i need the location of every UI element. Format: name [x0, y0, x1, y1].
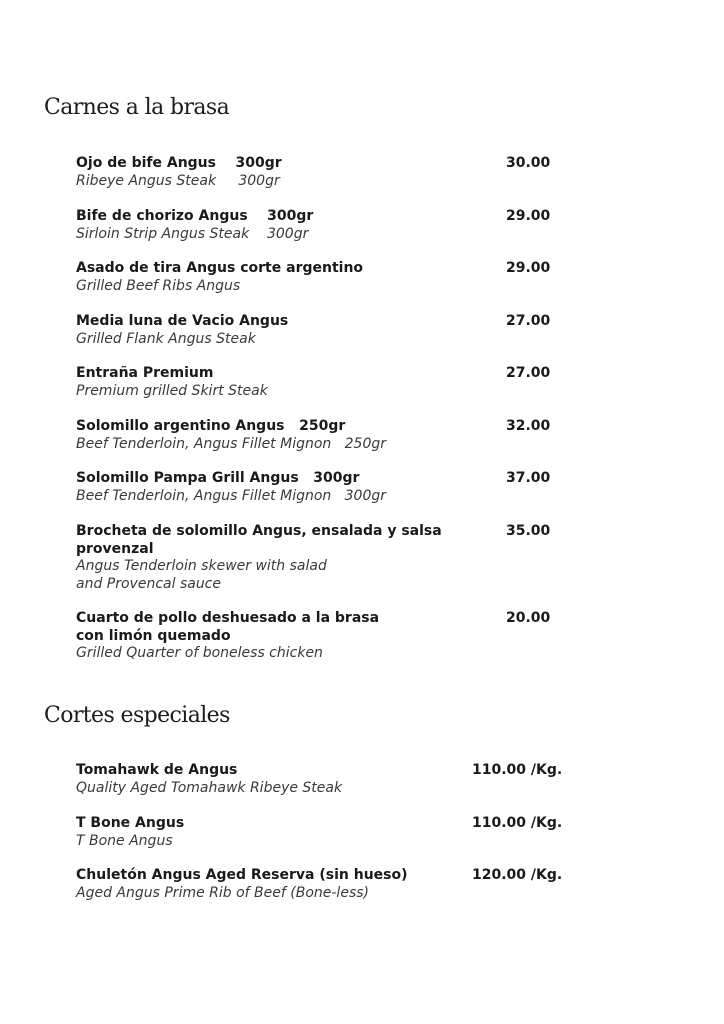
- item-description: Premium grilled Skirt Steak: [76, 382, 268, 399]
- item-description: Grilled Flank Angus Steak: [76, 330, 256, 347]
- item-price: 20.00: [506, 610, 551, 626]
- section-title-carnes: Carnes a la brasa: [44, 95, 230, 120]
- item-name: Solomillo argentino Angus 250gr: [76, 418, 346, 434]
- item-price: 27.00: [506, 365, 551, 381]
- item-price: 32.00: [506, 418, 551, 434]
- item-description: Ribeye Angus Steak 300gr: [76, 172, 280, 189]
- menu-item-t-bone: [76, 815, 676, 850]
- item-price: 29.00: [506, 260, 551, 276]
- item-description: Aged Angus Prime Rib of Beef (Bone-less): [76, 884, 369, 901]
- item-name: Solomillo Pampa Grill Angus 300gr: [76, 470, 360, 486]
- item-description: Angus Tenderloin skewer with salad and Provencal sauce: [76, 558, 327, 592]
- item-price: 30.00: [506, 155, 551, 171]
- item-name: T Bone Angus: [76, 815, 185, 831]
- item-name: Ojo de bife Angus 300gr: [76, 155, 282, 171]
- item-name: Media luna de Vacio Angus: [76, 313, 289, 329]
- item-price: 110.00 /Kg.: [472, 815, 563, 831]
- item-name: Entraña Premium: [76, 365, 214, 381]
- item-description: Beef Tenderloin, Angus Fillet Mignon 250gr: [76, 435, 387, 452]
- menu-item-solomillo-argentino: [76, 418, 676, 453]
- menu-item-cuarto-de-pollo: [76, 610, 676, 663]
- item-description: Sirloin Strip Angus Steak 300gr: [76, 225, 309, 242]
- menu-item-brocheta-solomillo: [76, 523, 676, 593]
- menu-item-asado-de-tira: [76, 260, 676, 295]
- menu-item-entrana-premium: [76, 365, 676, 400]
- item-description: T Bone Angus: [76, 832, 173, 849]
- item-price: 27.00: [506, 313, 551, 329]
- item-description: Grilled Quarter of boneless chicken: [76, 645, 323, 661]
- item-price: 120.00 /Kg.: [472, 867, 563, 883]
- item-price: 35.00: [506, 523, 551, 539]
- item-name: Chuletón Angus Aged Reserva (sin hueso): [76, 867, 408, 883]
- item-price: 29.00: [506, 208, 551, 224]
- item-name: Tomahawk de Angus: [76, 762, 238, 778]
- item-name: Brocheta de solomillo Angus, ensalada y salsa provenzal: [76, 523, 442, 557]
- menu-item-bife-de-chorizo: [76, 208, 676, 243]
- menu-item-media-luna-vacio: [76, 313, 676, 348]
- item-description: Quality Aged Tomahawk Ribeye Steak: [76, 779, 343, 796]
- item-name: Asado de tira Angus corte argentino: [76, 260, 364, 276]
- section-title-cortes: Cortes especiales: [44, 703, 230, 728]
- menu-item-chuleton: [76, 867, 676, 902]
- item-price: 110.00 /Kg.: [472, 762, 563, 778]
- menu-item-tomahawk: [76, 762, 676, 797]
- item-name: Cuarto de pollo deshuesado a la brasa con limón quemado: [76, 610, 380, 644]
- menu-item-ojo-de-bife: [76, 155, 676, 190]
- item-description: Grilled Beef Ribs Angus: [76, 277, 241, 294]
- menu-item-solomillo-pampa: [76, 470, 676, 505]
- item-name: Bife de chorizo Angus 300gr: [76, 208, 314, 224]
- item-description: Beef Tenderloin, Angus Fillet Mignon 300gr: [76, 487, 387, 504]
- item-price: 37.00: [506, 470, 551, 486]
